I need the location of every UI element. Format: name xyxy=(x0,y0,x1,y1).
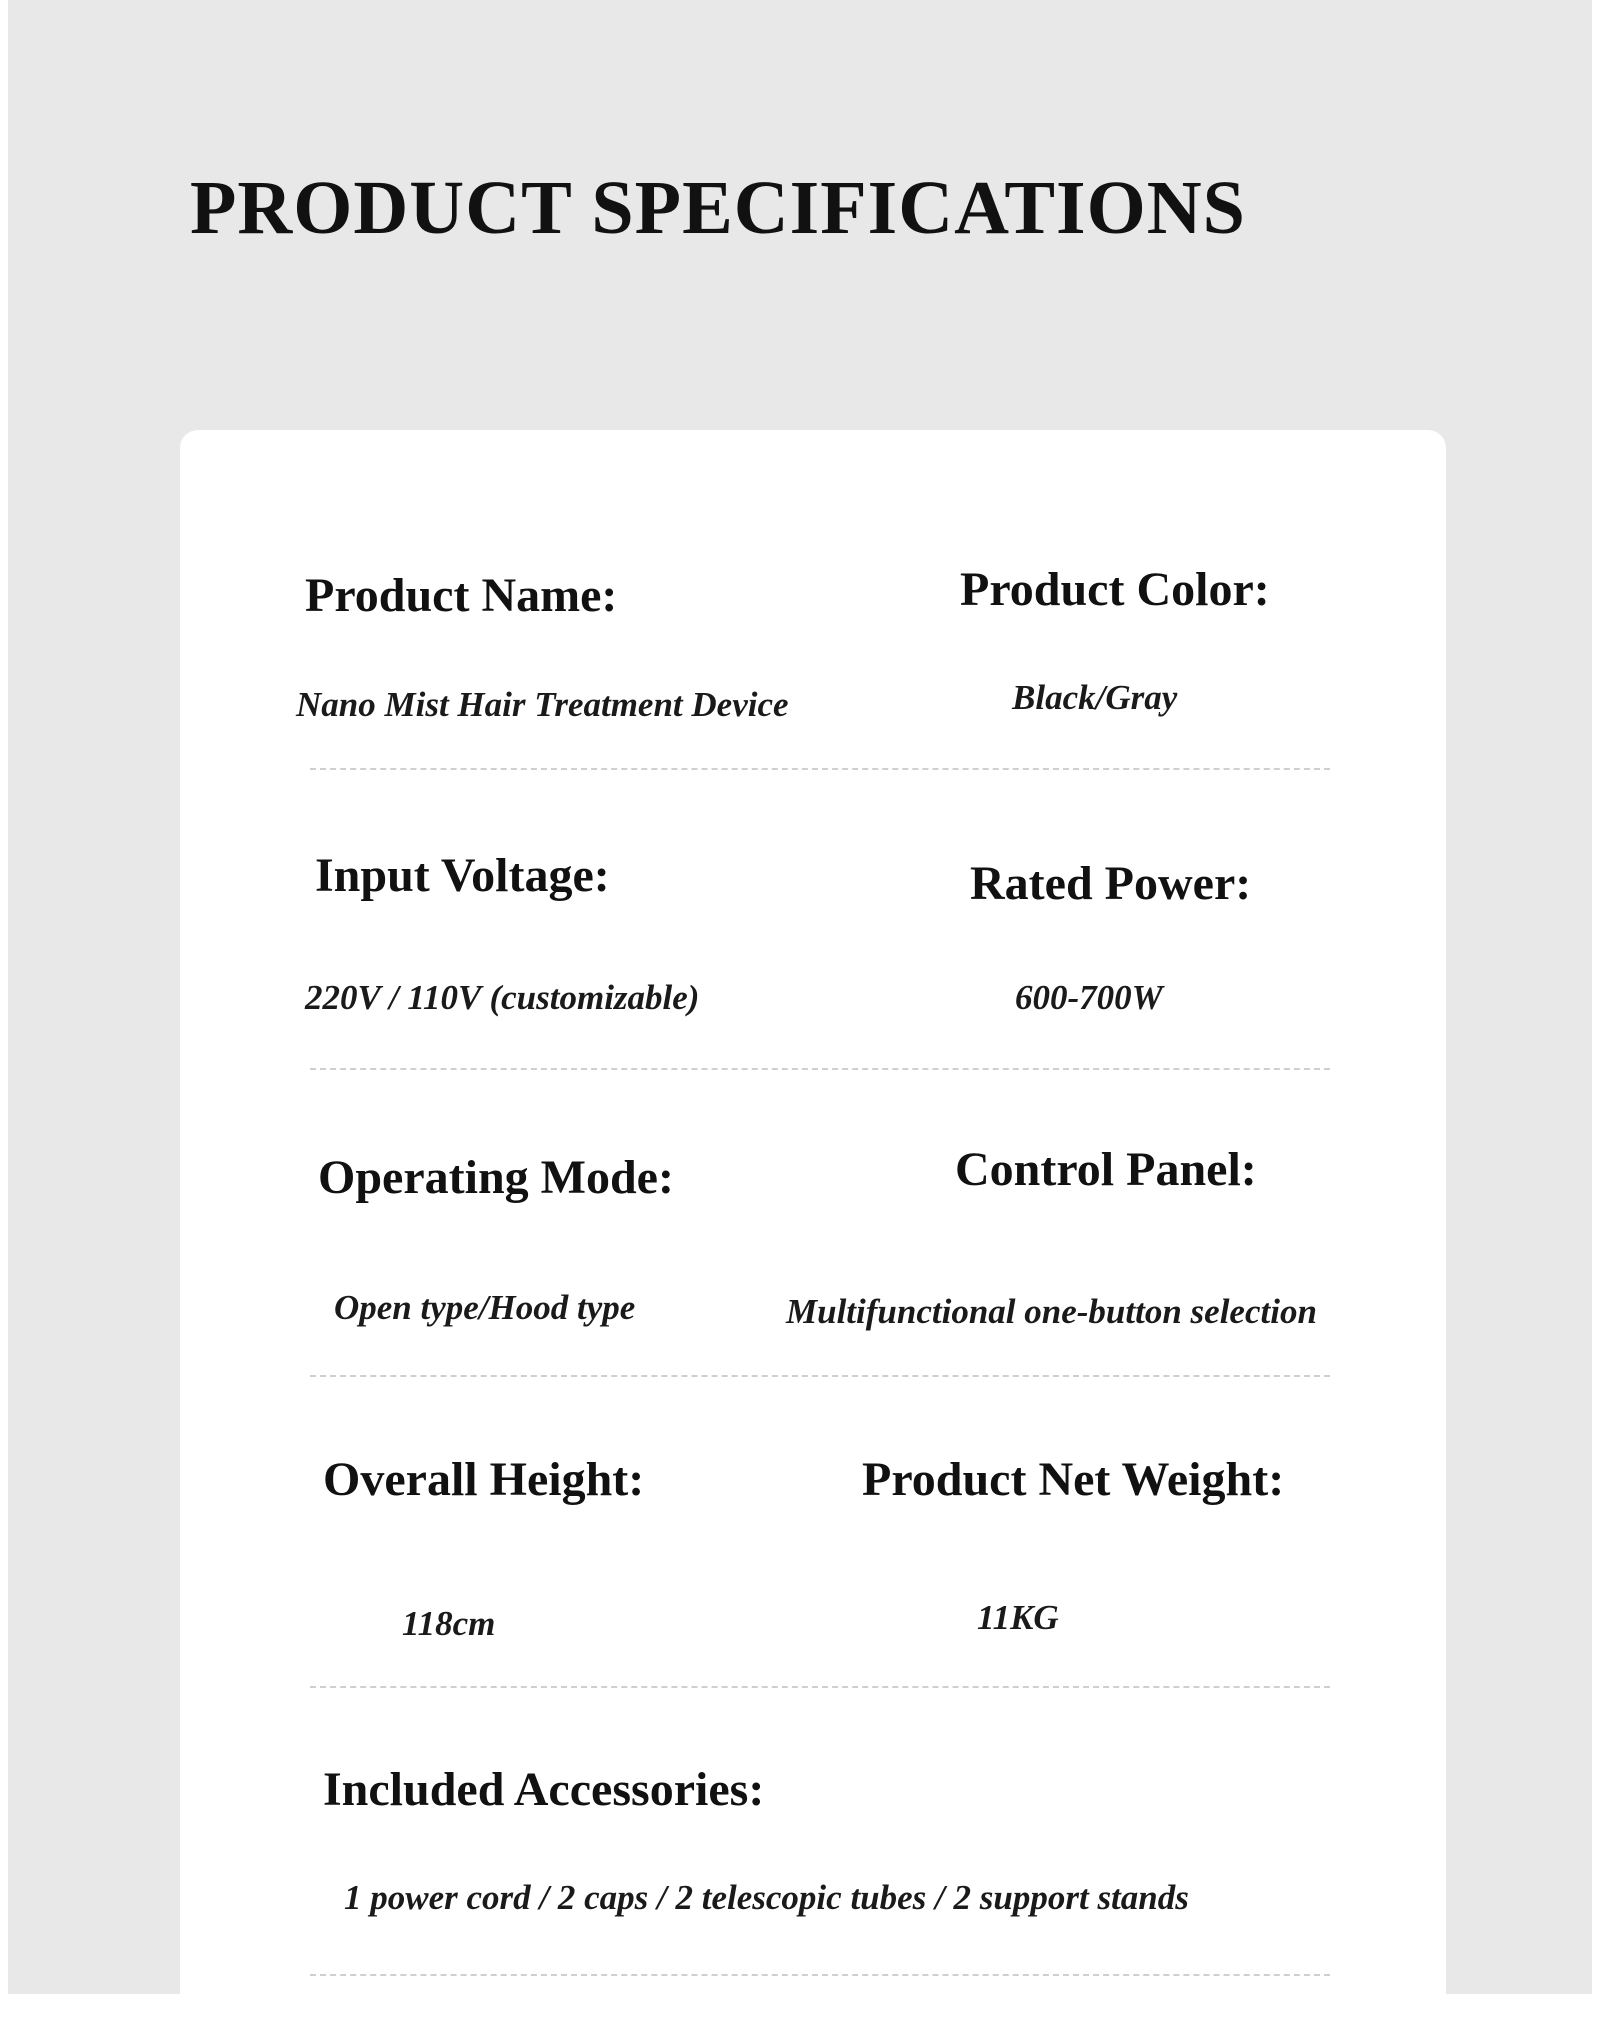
operating-mode-value: Open type/Hood type xyxy=(334,1288,636,1327)
product-name-value: Nano Mist Hair Treatment Device xyxy=(296,685,789,724)
product-color-value: Black/Gray xyxy=(1012,678,1178,717)
page-title: PRODUCT SPECIFICATIONS xyxy=(190,166,1246,250)
rated-power-value: 600-700W xyxy=(1015,978,1163,1017)
input-voltage-value: 220V / 110V (customizable) xyxy=(305,978,700,1017)
control-panel-label: Control Panel: xyxy=(955,1143,1257,1196)
divider xyxy=(310,1375,1330,1377)
product-color-label: Product Color: xyxy=(960,563,1270,616)
divider xyxy=(310,1686,1330,1688)
operating-mode-label: Operating Mode: xyxy=(318,1151,674,1204)
control-panel-value: Multifunctional one-button selection xyxy=(786,1292,1317,1331)
net-weight-label: Product Net Weight: xyxy=(862,1453,1285,1506)
accessories-value: 1 power cord / 2 caps / 2 telescopic tubes / 2 support stands xyxy=(344,1878,1189,1917)
rated-power-label: Rated Power: xyxy=(970,857,1252,910)
net-weight-value: 11KG xyxy=(977,1598,1059,1637)
accessories-label: Included Accessories: xyxy=(323,1763,765,1816)
product-name-label: Product Name: xyxy=(305,569,618,622)
divider xyxy=(310,1068,1330,1070)
overall-height-label: Overall Height: xyxy=(323,1453,645,1506)
divider xyxy=(310,1974,1330,1976)
divider xyxy=(310,768,1330,770)
overall-height-value: 118cm xyxy=(402,1604,496,1643)
input-voltage-label: Input Voltage: xyxy=(315,849,610,902)
